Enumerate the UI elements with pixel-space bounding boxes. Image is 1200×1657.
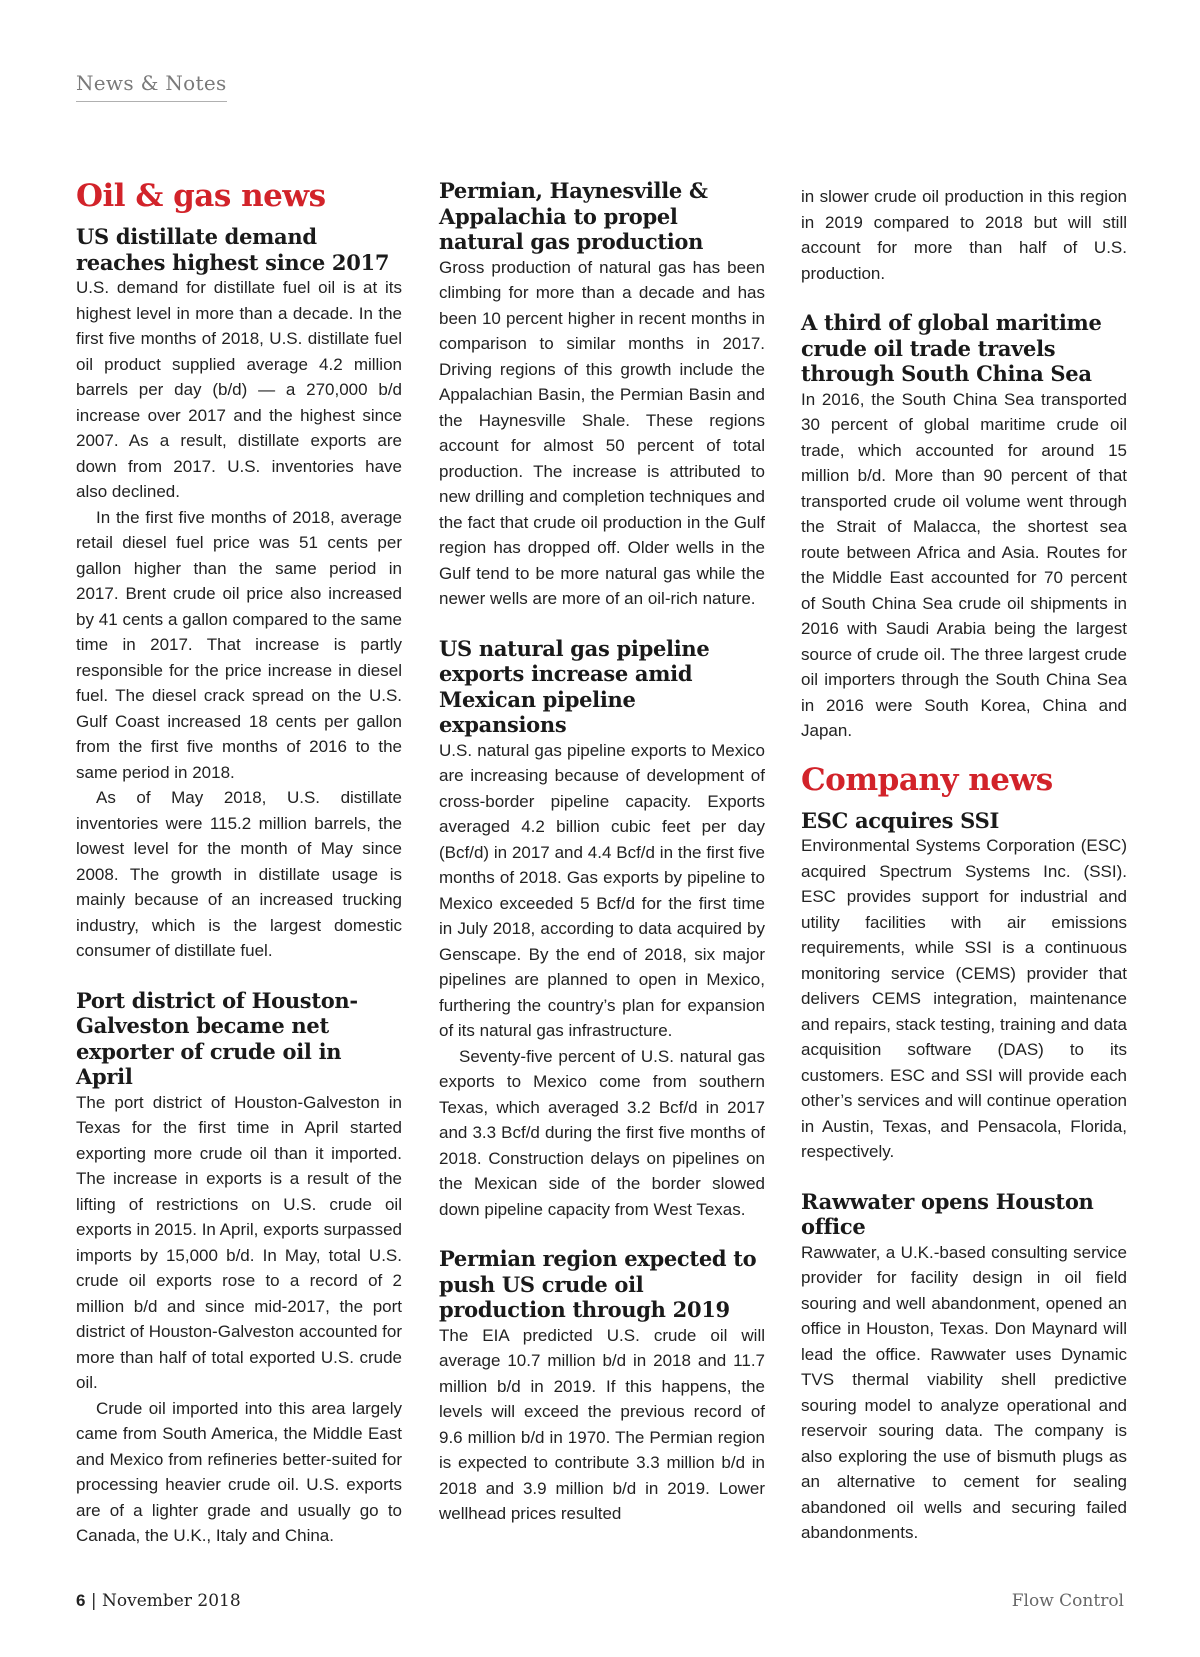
article-paragraph: In the first five months of 2018, average retail diesel fuel price was 51 cents per gallon higher than the same period in 2017. Brent crude oil price also increased by 41 cents a gallon compared to the same time in 2017. That increase is partly responsible for the price increase in diesel fuel. The diesel crack spread on the U.S. Gulf Coast increased 18 cents per gallon from the first five months of 2016 to the same period in 2018. bbox=[76, 507, 402, 782]
article-title-permian-haynesville: Permian, Haynesville & Appalachia to propel natural gas production bbox=[439, 178, 708, 254]
column-2 bbox=[439, 178, 765, 1527]
article-paragraph: Rawwater, a U.K.-based consulting service provider for facility design in oil field souring and well abandonment, opened an office in Houston, Texas. Don Maynard will lead the office. Rawwater uses Dynamic TVS thermal viability shell predictive souring model to analyze operational and reservoir souring data. The company is also exploring the use of bismuth plugs as an alternative to cement for sealing abandoned oil wells and securing failed abandonments. bbox=[801, 1242, 1127, 1542]
article-title-pipeline-exports: US natural gas pipeline exports increase amid Mexican pipeline expansions bbox=[439, 635, 710, 737]
page-number: 6 bbox=[76, 1591, 86, 1610]
article-paragraph: As of May 2018, U.S. distillate inventories were 115.2 million barrels, the lowest level for the month of May since 2008. The growth in distillate usage is mainly because of an increased trucking industry, which is the largest domestic consumer of distillate fuel. bbox=[76, 788, 402, 960]
article-paragraph: U.S. natural gas pipeline exports to Mexico are increasing because of development of cross-border pipeline capacity. Exports averaged 4.2 billion cubic feet per day (Bcf/d) in 2017 and 4.4 Bcf/d in the first five months of 2018. Gas exports by pipeline to Mexico exceeded 5 Bcf/d for the first time in July 2018, according to data acquired by Genscape. By the end of 2018, six major pipelines are planned to open in Mexico, furthering the country’s plan for expansion of its natural gas infrastructure. bbox=[439, 740, 765, 1040]
article-paragraph: Environmental Systems Corporation (ESC) acquired Spectrum Systems Inc. (SSI). ESC provides support for industrial and utility facilities with air emissions requirements, while SSI is a continuous monitoring service (CEMS) provider that delivers CEMS integration, maintenance and repairs, stack testing, training and data acquisition software (DAS) to its customers. ESC and SSI will provide each other’s services and will continue operation in Austin, Texas, and Pensacola, Florida, respectively. bbox=[801, 836, 1127, 1161]
article-paragraph-continued: in slower crude oil production in this region in 2019 compared to 2018 but will still account for more than half of U.S. production. bbox=[801, 187, 1127, 283]
article-paragraph: The EIA predicted U.S. crude oil will average 10.7 million b/d in 2018 and 11.7 million b/d in 2019. If this happens, the levels will exceed the previous record of 9.6 million b/d in 1970. The Permian region is expected to contribute 3.3 million b/d in 2018 and 3.9 million b/d in 2019. Lower wellhead prices resulted bbox=[439, 1325, 765, 1523]
article-title-distillate-demand: US distillate demand reaches highest since 2017 bbox=[76, 224, 390, 275]
section-label: News & Notes bbox=[76, 71, 227, 102]
column-1 bbox=[76, 178, 402, 1549]
section-title-company-news: Company news bbox=[801, 761, 1053, 798]
article-paragraph: U.S. demand for distillate fuel oil is at its highest level in more than a decade. In the first five months of 2018, U.S. distillate fuel oil product supplied average 4.2 million barrels per day (b/d) — a 270,000 b/d increase over 2017 and the highest since 2007. As a result, distillate exports are down from 2017. U.S. inventories have also declined. bbox=[76, 278, 402, 501]
publication-name: Flow Control bbox=[1011, 1591, 1124, 1611]
issue-date: November 2018 bbox=[102, 1591, 241, 1611]
article-paragraph: Gross production of natural gas has been climbing for more than a decade and has been 10 percent higher in recent months in comparison to similar months in 2017. Driving regions of this growth include the Appalachian Basin, the Permian Basin and the Haynesville Shale. These regions account for almost 50 percent of total production. The increase is attributed to new drilling and completion techniques and the fact that crude oil production in the Gulf region has dropped off. Older wells in the Gulf tend to be more natural gas while the newer wells are more of an oil-rich nature. bbox=[439, 257, 765, 608]
article-title-esc-ssi: ESC acquires SSI bbox=[801, 807, 999, 833]
article-paragraph: In 2016, the South China Sea transported 30 percent of global maritime crude oil trade, which accounted for around 15 million b/d. More than 90 percent of that transported crude oil volume went through the Strait of Malacca, the shortest sea route between Africa and Asia. Routes for the Middle East accounted for 70 percent of South China Sea crude oil shipments in 2016 with Saudi Arabia being the largest source of crude oil. The three largest crude oil importers through the South China Sea in 2016 were South Korea, China and Japan. bbox=[801, 389, 1127, 740]
column-3 bbox=[801, 184, 1127, 1546]
article-title-south-china-sea: A third of global maritime crude oil trade travels through South China Sea bbox=[801, 310, 1102, 386]
article-paragraph: The port district of Houston-Galveston in Texas for the first time in April started exporting more crude oil than it imported. The increase in exports is a result of the lifting of restrictions on U.S. crude oil exports in 2015. In April, exports surpassed imports by 15,000 b/d. In May, total U.S. crude oil exports rose to a record of 2 million b/d and since mid-2017, the port district of Houston-Galveston accounted for more than half of total exported U.S. crude oil. bbox=[76, 1092, 403, 1392]
article-title-rawwater: Rawwater opens Houston office bbox=[801, 1188, 1094, 1239]
article-title-houston-galveston: Port district of Houston-Galveston became net exporter of crude oil in April bbox=[76, 987, 358, 1089]
footer-separator: | bbox=[90, 1591, 97, 1611]
section-title-oil-gas-news: Oil & gas news bbox=[76, 178, 326, 214]
article-title-permian-region: Permian region expected to push US crude oil production through 2019 bbox=[439, 1246, 757, 1322]
page-footer-left bbox=[76, 1591, 241, 1611]
article-paragraph: Seventy-five percent of U.S. natural gas exports to Mexico come from southern Texas, which averaged 3.2 Bcf/d in 2017 and 3.3 Bcf/d during the first five months of 2018. Construction delays on pipelines on the Mexican side of the border slowed down pipeline capacity from West Texas. bbox=[439, 1046, 765, 1219]
article-paragraph: Crude oil imported into this area largely came from South America, the Middle East and Mexico from refineries better-suited for processing heavier crude oil. U.S. exports are of a lighter grade and usually go to Canada, the U.K., Italy and China. bbox=[76, 1398, 402, 1545]
